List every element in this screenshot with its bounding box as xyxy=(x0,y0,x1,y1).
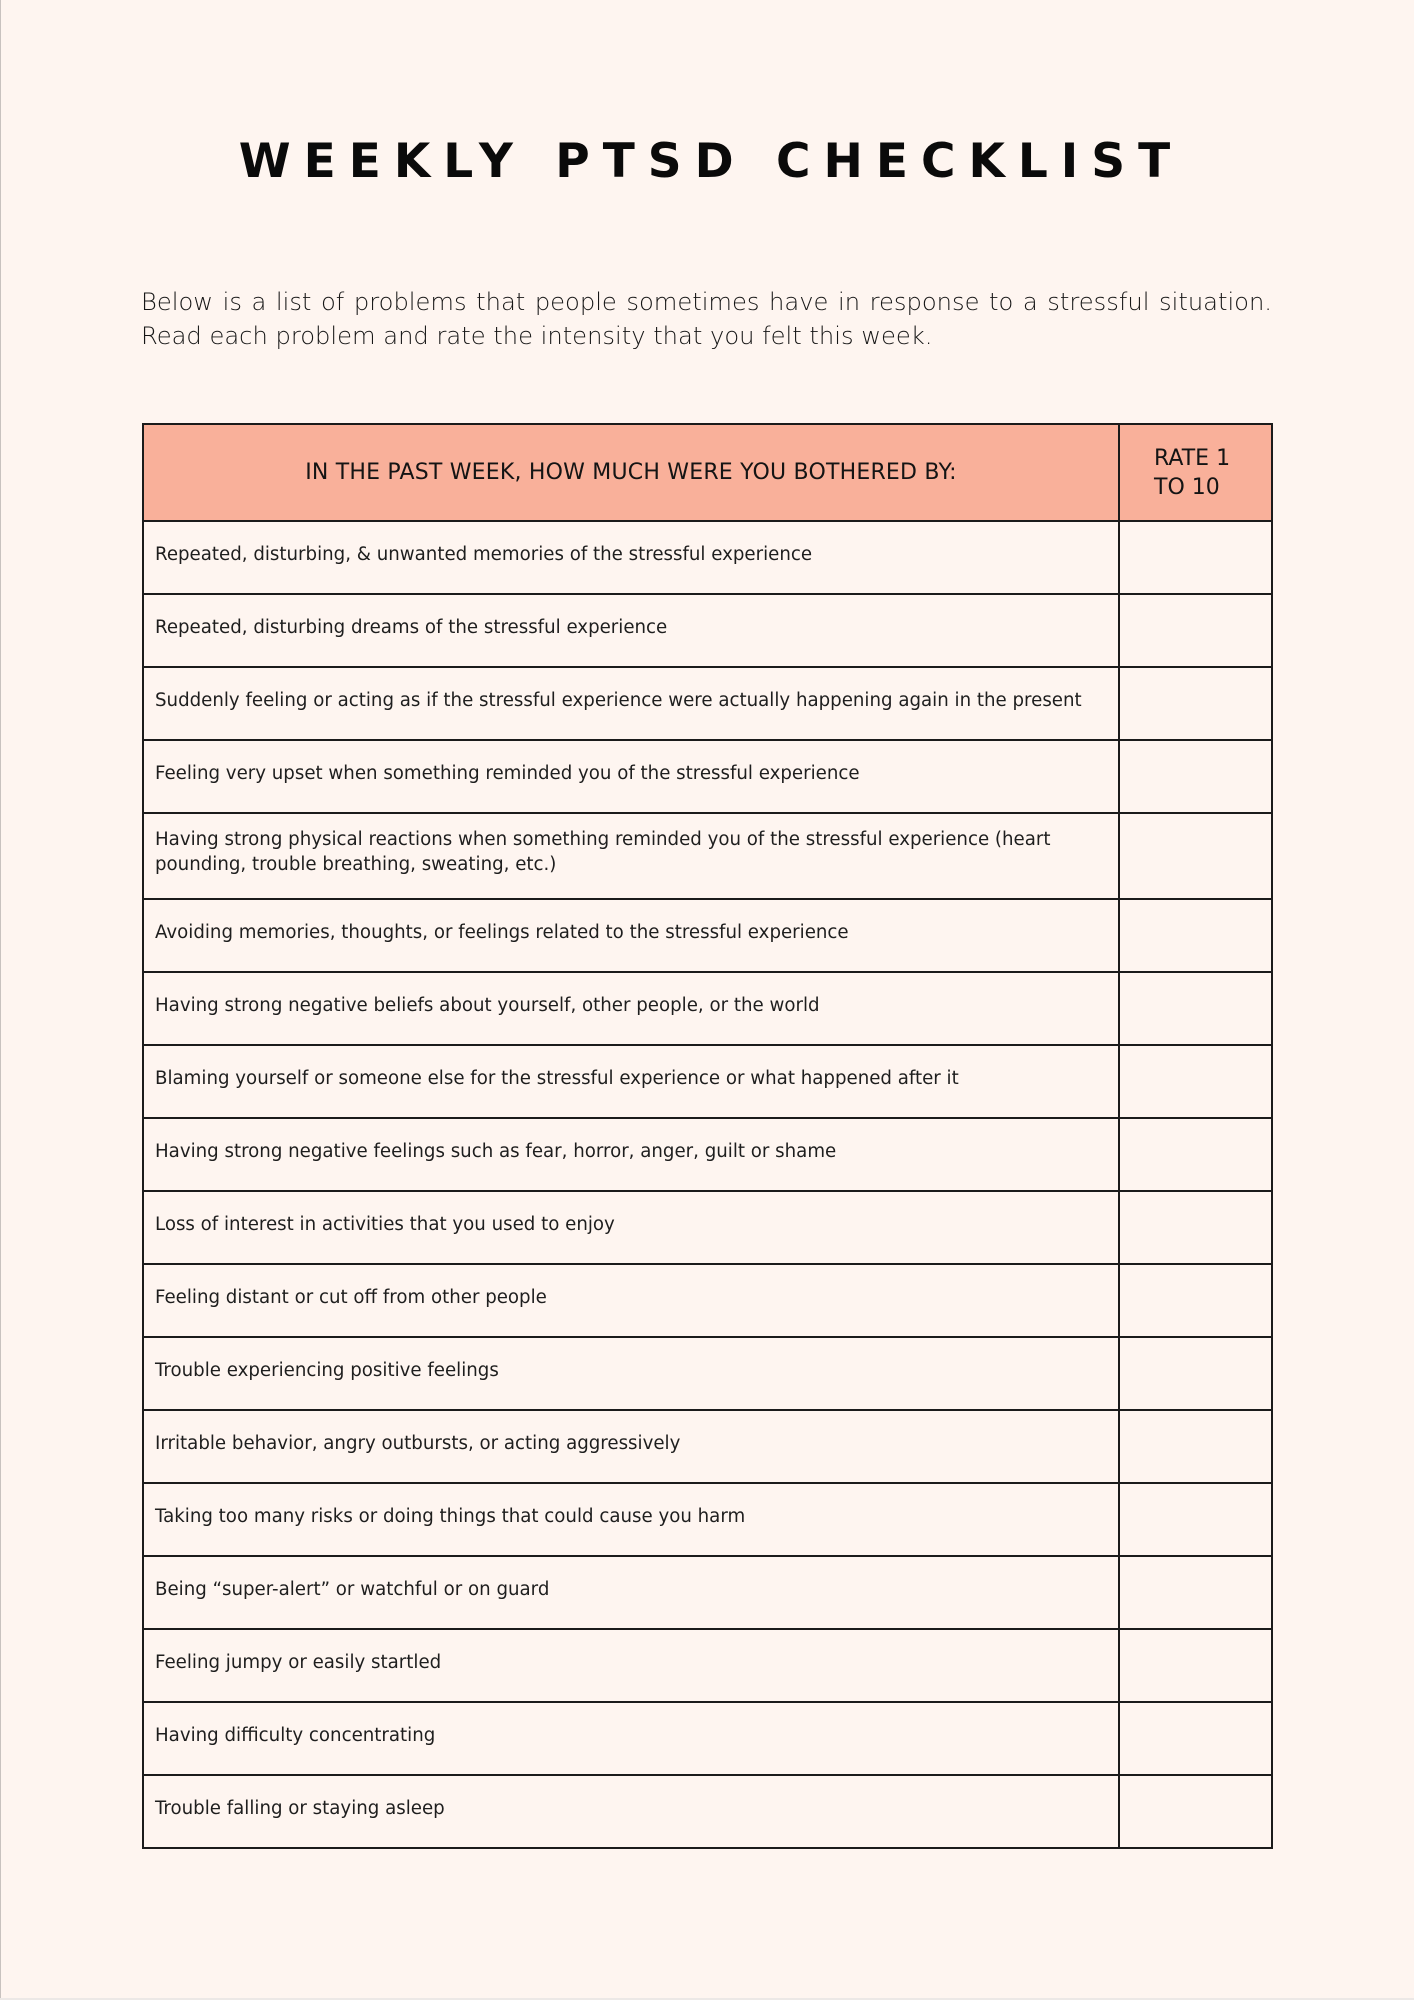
rating-cell[interactable] xyxy=(1119,1629,1272,1702)
symptom-cell xyxy=(143,1483,1119,1556)
rating-input[interactable] xyxy=(1120,1215,1271,1241)
table-row xyxy=(143,740,1272,813)
symptom-text: Having strong negative feelings such as fear, horror, anger, guilt or shame xyxy=(155,1141,837,1162)
rating-input[interactable] xyxy=(1120,1434,1271,1460)
table-row xyxy=(143,1483,1272,1556)
rating-cell[interactable] xyxy=(1119,667,1272,740)
symptom-cell xyxy=(143,972,1119,1045)
rating-input[interactable] xyxy=(1120,923,1271,949)
rating-input[interactable] xyxy=(1120,691,1271,717)
rating-cell[interactable] xyxy=(1119,1264,1272,1337)
rating-input[interactable] xyxy=(1120,843,1271,869)
rating-cell[interactable] xyxy=(1119,1483,1272,1556)
table-row xyxy=(143,521,1272,594)
rating-input[interactable] xyxy=(1120,764,1271,790)
table-row xyxy=(143,1775,1272,1848)
symptom-cell xyxy=(143,1775,1119,1848)
rating-cell[interactable] xyxy=(1119,1410,1272,1483)
symptom-text: Being “super-alert” or watchful or on guard xyxy=(155,1579,550,1600)
rating-input[interactable] xyxy=(1120,545,1271,571)
intro-paragraph: Below is a list of problems that people sometimes have in response to a stressful situation. Read each problem and rate the intensity that you felt this week. xyxy=(141,288,1272,350)
symptom-cell xyxy=(143,899,1119,972)
table-row xyxy=(143,1118,1272,1191)
column-header-rate xyxy=(1119,424,1272,521)
column-header-item: IN THE PAST WEEK, HOW MUCH WERE YOU BOTHERED BY: xyxy=(143,424,1119,521)
rating-input[interactable] xyxy=(1120,1653,1271,1679)
symptom-cell xyxy=(143,521,1119,594)
symptom-text: Suddenly feeling or acting as if the stressful experience were actually happening again in the present xyxy=(155,690,1082,711)
symptom-text: Feeling very upset when something reminded you of the stressful experience xyxy=(155,763,860,784)
symptom-text: Trouble experiencing positive feelings xyxy=(155,1360,499,1381)
rating-input[interactable] xyxy=(1120,1142,1271,1168)
symptom-cell xyxy=(143,1556,1119,1629)
symptom-text: Feeling jumpy or easily startled xyxy=(155,1652,442,1673)
symptom-cell xyxy=(143,1264,1119,1337)
symptom-cell xyxy=(143,667,1119,740)
table-row xyxy=(143,1264,1272,1337)
rating-cell[interactable] xyxy=(1119,594,1272,667)
page-edge xyxy=(0,0,1,2000)
symptom-text: Having difficulty concentrating xyxy=(155,1725,436,1746)
rating-cell[interactable] xyxy=(1119,1118,1272,1191)
symptom-text: Having strong negative beliefs about yourself, other people, or the world xyxy=(155,995,820,1016)
column-header-rate-line: RATE 1 xyxy=(1154,445,1231,471)
symptom-cell xyxy=(143,740,1119,813)
symptom-text: Loss of interest in activities that you used to enjoy xyxy=(155,1214,615,1235)
rating-input[interactable] xyxy=(1120,1288,1271,1314)
table-row xyxy=(143,813,1272,899)
table-header-row xyxy=(143,424,1272,521)
rating-cell[interactable] xyxy=(1119,740,1272,813)
table-row xyxy=(143,1191,1272,1264)
rating-input[interactable] xyxy=(1120,1361,1271,1387)
symptom-cell xyxy=(143,1045,1119,1118)
symptom-cell xyxy=(143,1410,1119,1483)
checklist-body xyxy=(143,521,1272,1848)
rating-input[interactable] xyxy=(1120,618,1271,644)
page-title: WEEKLY PTSD CHECKLIST xyxy=(238,134,1184,189)
rating-cell[interactable] xyxy=(1119,899,1272,972)
symptom-cell xyxy=(143,1702,1119,1775)
rating-cell[interactable] xyxy=(1119,1702,1272,1775)
symptom-text: Feeling distant or cut off from other people xyxy=(155,1287,547,1308)
rating-cell[interactable] xyxy=(1119,1045,1272,1118)
table-row xyxy=(143,1629,1272,1702)
rating-cell[interactable] xyxy=(1119,1337,1272,1410)
table-row xyxy=(143,1702,1272,1775)
symptom-text: Trouble falling or staying asleep xyxy=(155,1798,445,1819)
checklist-table xyxy=(142,423,1273,1849)
table-row xyxy=(143,972,1272,1045)
table-row xyxy=(143,1556,1272,1629)
rating-cell[interactable] xyxy=(1119,1556,1272,1629)
symptom-text: Avoiding memories, thoughts, or feelings related to the stressful experience xyxy=(155,922,849,943)
column-header-rate-line: TO 10 xyxy=(1154,474,1220,500)
rating-cell[interactable] xyxy=(1119,1191,1272,1264)
symptom-text: Taking too many risks or doing things that could cause you harm xyxy=(155,1506,746,1527)
symptom-text: Having strong physical reactions when something reminded you of the stressful experience (heart pounding, trouble breathing, sweating, etc.) xyxy=(155,829,1051,875)
table-row xyxy=(143,1045,1272,1118)
rating-cell[interactable] xyxy=(1119,813,1272,899)
symptom-text: Repeated, disturbing, & unwanted memories of the stressful experience xyxy=(155,544,813,565)
table-row xyxy=(143,667,1272,740)
symptom-cell xyxy=(143,1191,1119,1264)
rating-cell[interactable] xyxy=(1119,1775,1272,1848)
table-row xyxy=(143,1410,1272,1483)
table-row xyxy=(143,899,1272,972)
rating-cell[interactable] xyxy=(1119,521,1272,594)
symptom-text: Blaming yourself or someone else for the stressful experience or what happened after it xyxy=(155,1068,959,1089)
rating-input[interactable] xyxy=(1120,1726,1271,1752)
rating-input[interactable] xyxy=(1120,996,1271,1022)
symptom-text: Repeated, disturbing dreams of the stressful experience xyxy=(155,617,668,638)
rating-input[interactable] xyxy=(1120,1069,1271,1095)
rating-input[interactable] xyxy=(1120,1799,1271,1825)
rating-input[interactable] xyxy=(1120,1580,1271,1606)
table-row xyxy=(143,594,1272,667)
symptom-cell xyxy=(143,1337,1119,1410)
symptom-cell xyxy=(143,813,1119,899)
symptom-text: Irritable behavior, angry outbursts, or acting aggressively xyxy=(155,1433,681,1454)
symptom-cell xyxy=(143,1118,1119,1191)
rating-input[interactable] xyxy=(1120,1507,1271,1533)
table-row xyxy=(143,1337,1272,1410)
rating-cell[interactable] xyxy=(1119,972,1272,1045)
symptom-cell xyxy=(143,594,1119,667)
symptom-cell xyxy=(143,1629,1119,1702)
